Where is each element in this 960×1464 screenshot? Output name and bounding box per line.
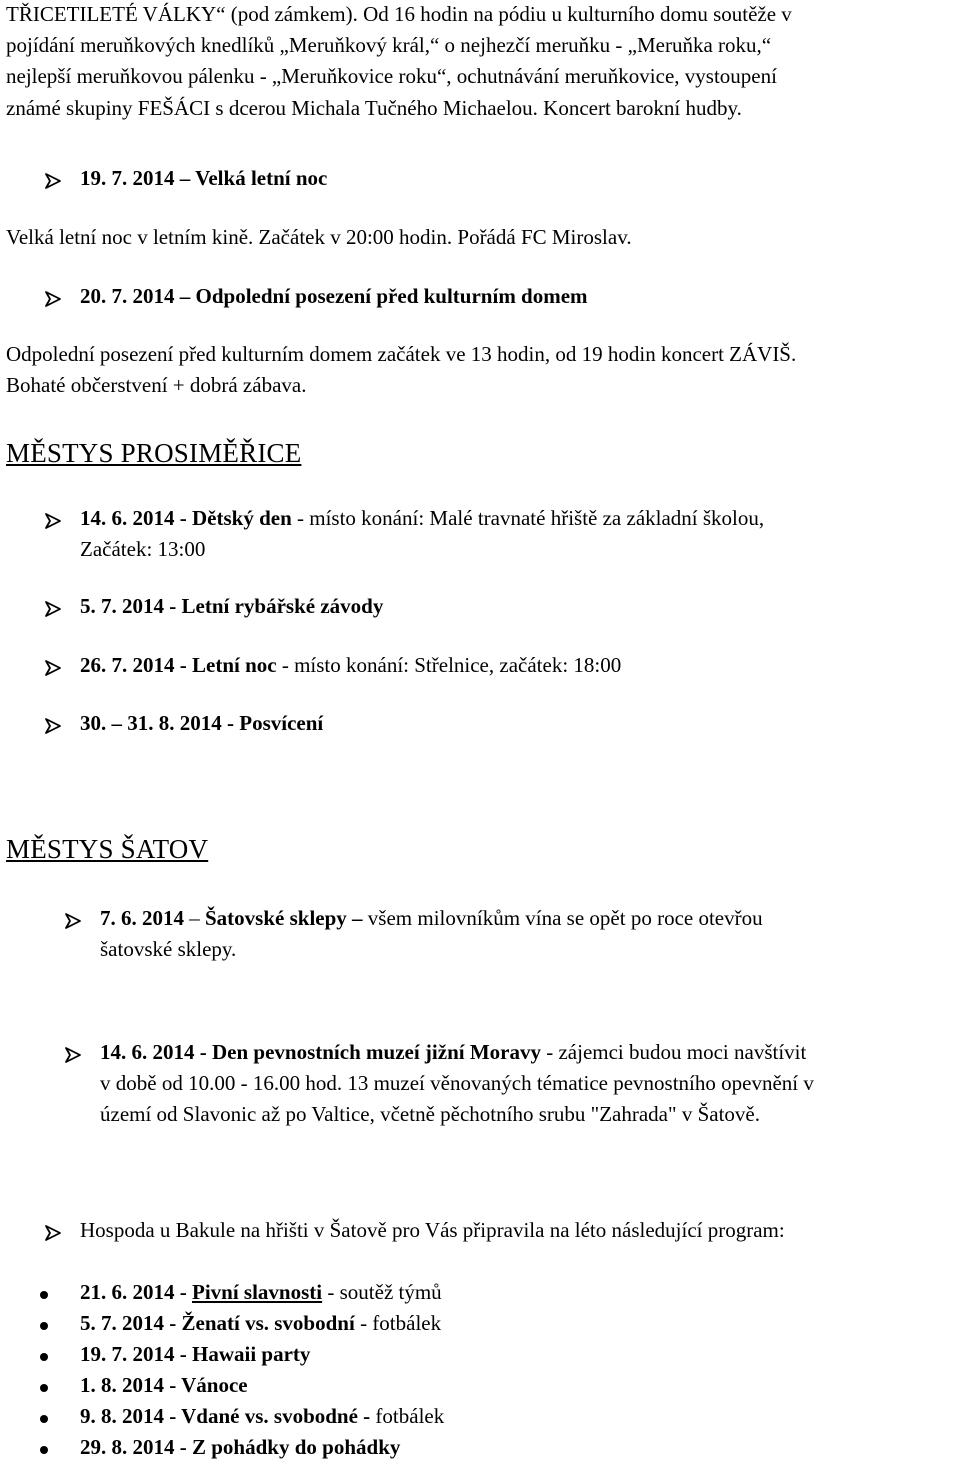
program-date: 9. 8. 2014 - bbox=[80, 1404, 182, 1428]
program-date: 19. 7. 2014 - bbox=[80, 1342, 192, 1366]
program-title: Vdané vs. svobodné - bbox=[181, 1404, 376, 1428]
program-title: Z pohádky do pohádky bbox=[192, 1435, 401, 1459]
prosimerice-item-letni-noc bbox=[80, 653, 621, 678]
intro-line-2: pojídání meruňkových knedlíků „Meruňkový král,“ o nejhezčí meruňku - „Meruňka roku,“ bbox=[6, 33, 772, 57]
bullet-dot-icon bbox=[40, 1446, 48, 1454]
program-title: Hawaii party bbox=[192, 1342, 311, 1366]
program-date: 21. 6. 2014 - bbox=[80, 1280, 192, 1304]
prosimerice-item-posviceni: 30. – 31. 8. 2014 - Posvícení bbox=[80, 711, 324, 735]
program-detail: - fotbálek bbox=[354, 1311, 442, 1335]
program-detail: - soutěž týmů bbox=[322, 1280, 442, 1304]
program-item-pivni-slavnosti bbox=[80, 1280, 442, 1305]
event-desc-odpoledni-posezeni-1: Odpolední posezení před kulturním domem začátek ve 13 hodin, od 19 hodin koncert ZÁVIŠ. bbox=[6, 342, 797, 366]
arrow-bullet-icon bbox=[44, 717, 62, 735]
satov-item-pevnostni-muzea-line2: v době od 10.00 - 16.00 hod. 13 muzeí věnovaných tématice pevnostního opevnění v bbox=[100, 1071, 814, 1095]
program-detail: fotbálek bbox=[375, 1404, 445, 1428]
arrow-bullet-icon bbox=[44, 512, 62, 530]
program-item-z-pohadky bbox=[80, 1435, 400, 1460]
program-title: Ženatí vs. svobodní bbox=[181, 1311, 355, 1335]
program-title: Pivní slavnosti bbox=[192, 1280, 323, 1304]
bullet-dot-icon bbox=[40, 1291, 48, 1299]
satov-item-hospoda: Hospoda u Bakule na hřišti v Šatově pro Vás připravila na léto následující program: bbox=[80, 1218, 785, 1242]
item-detail: všem milovníkům vína se opět po roce otevřou bbox=[367, 906, 763, 930]
program-date: 5. 7. 2014 - bbox=[80, 1311, 182, 1335]
prosimerice-item-detsky-den bbox=[80, 506, 764, 531]
bullet-dot-icon bbox=[40, 1415, 48, 1423]
arrow-bullet-icon bbox=[44, 290, 62, 308]
arrow-bullet-icon bbox=[44, 172, 62, 190]
prosimerice-item-detsky-den-line2: Začátek: 13:00 bbox=[80, 537, 206, 561]
bullet-dot-icon bbox=[40, 1353, 48, 1361]
item-dash: – bbox=[346, 906, 368, 930]
section-heading-satov: MĚSTYS ŠATOV bbox=[6, 834, 209, 864]
bullet-dot-icon bbox=[40, 1322, 48, 1330]
satov-item-pevnostni-muzea-line3: území od Slavonic až po Valtice, včetně pěchotního srubu "Zahrada" v Šatově. bbox=[100, 1102, 760, 1126]
intro-line-4: známé skupiny FEŠÁCI s dcerou Michala Tučného Michaelou. Koncert barokní hudby. bbox=[6, 96, 742, 120]
item-detail: - místo konání: Malé travnaté hřiště za základní školou, bbox=[291, 506, 765, 530]
arrow-bullet-icon bbox=[64, 1046, 82, 1064]
satov-item-sklepy-line2: šatovské sklepy. bbox=[100, 937, 237, 961]
event-desc-odpoledni-posezeni-2: Bohaté občerstvení + dobrá zábava. bbox=[6, 373, 307, 397]
item-dash: – bbox=[189, 906, 205, 930]
program-date: 29. 8. 2014 - bbox=[80, 1435, 192, 1459]
program-item-hawaii-party bbox=[80, 1342, 310, 1367]
program-item-vdane-svobodne bbox=[80, 1404, 444, 1429]
satov-item-sklepy bbox=[100, 906, 763, 931]
intro-line-1b: Od 16 hodin na pódiu u kulturního domu soutěže v bbox=[363, 2, 792, 26]
arrow-bullet-icon bbox=[44, 1224, 62, 1242]
prosimerice-item-rybarske-zavody: 5. 7. 2014 - Letní rybářské závody bbox=[80, 594, 384, 618]
intro-line-3: nejlepší meruňkovou pálenku - „Meruňkovice roku“, ochutnávání meruňkovice, vystoupení bbox=[6, 64, 777, 88]
intro-line-1 bbox=[6, 2, 792, 27]
program-title: Vánoce bbox=[181, 1373, 248, 1397]
arrow-bullet-icon bbox=[44, 600, 62, 618]
item-detail: - místo konání: Střelnice, začátek: 18:00 bbox=[276, 653, 622, 677]
program-item-vanoce bbox=[80, 1373, 248, 1398]
arrow-bullet-icon bbox=[44, 659, 62, 677]
satov-item-pevnostni-muzea bbox=[100, 1040, 806, 1065]
item-detail: - zájemci budou moci navštívit bbox=[540, 1040, 807, 1064]
event-desc-velka-letni-noc: Velká letní noc v letním kině. Začátek v 20:00 hodin. Pořádá FC Miroslav. bbox=[6, 225, 632, 249]
bullet-dot-icon bbox=[40, 1384, 48, 1392]
event-title-odpoledni-posezeni: 20. 7. 2014 – Odpolední posezení před kulturním domem bbox=[80, 284, 588, 308]
intro-line-1a: TŘICETILETÉ VÁLKY“ (pod zámkem). bbox=[6, 2, 364, 26]
item-title: 14. 6. 2014 - Dětský den bbox=[80, 506, 292, 530]
item-title: 26. 7. 2014 - Letní noc bbox=[80, 653, 277, 677]
item-title: Šatovské sklepy bbox=[205, 906, 347, 930]
program-item-zenati-svobodni bbox=[80, 1311, 441, 1336]
item-title: 14. 6. 2014 - Den pevnostních muzeí jižní Moravy bbox=[100, 1040, 541, 1064]
arrow-bullet-icon bbox=[64, 912, 82, 930]
section-heading-prosimerice: MĚSTYS PROSIMĚŘICE bbox=[6, 438, 302, 468]
event-title-velka-letni-noc: 19. 7. 2014 – Velká letní noc bbox=[80, 166, 328, 190]
program-date: 1. 8. 2014 - bbox=[80, 1373, 182, 1397]
item-date: 7. 6. 2014 bbox=[100, 906, 190, 930]
